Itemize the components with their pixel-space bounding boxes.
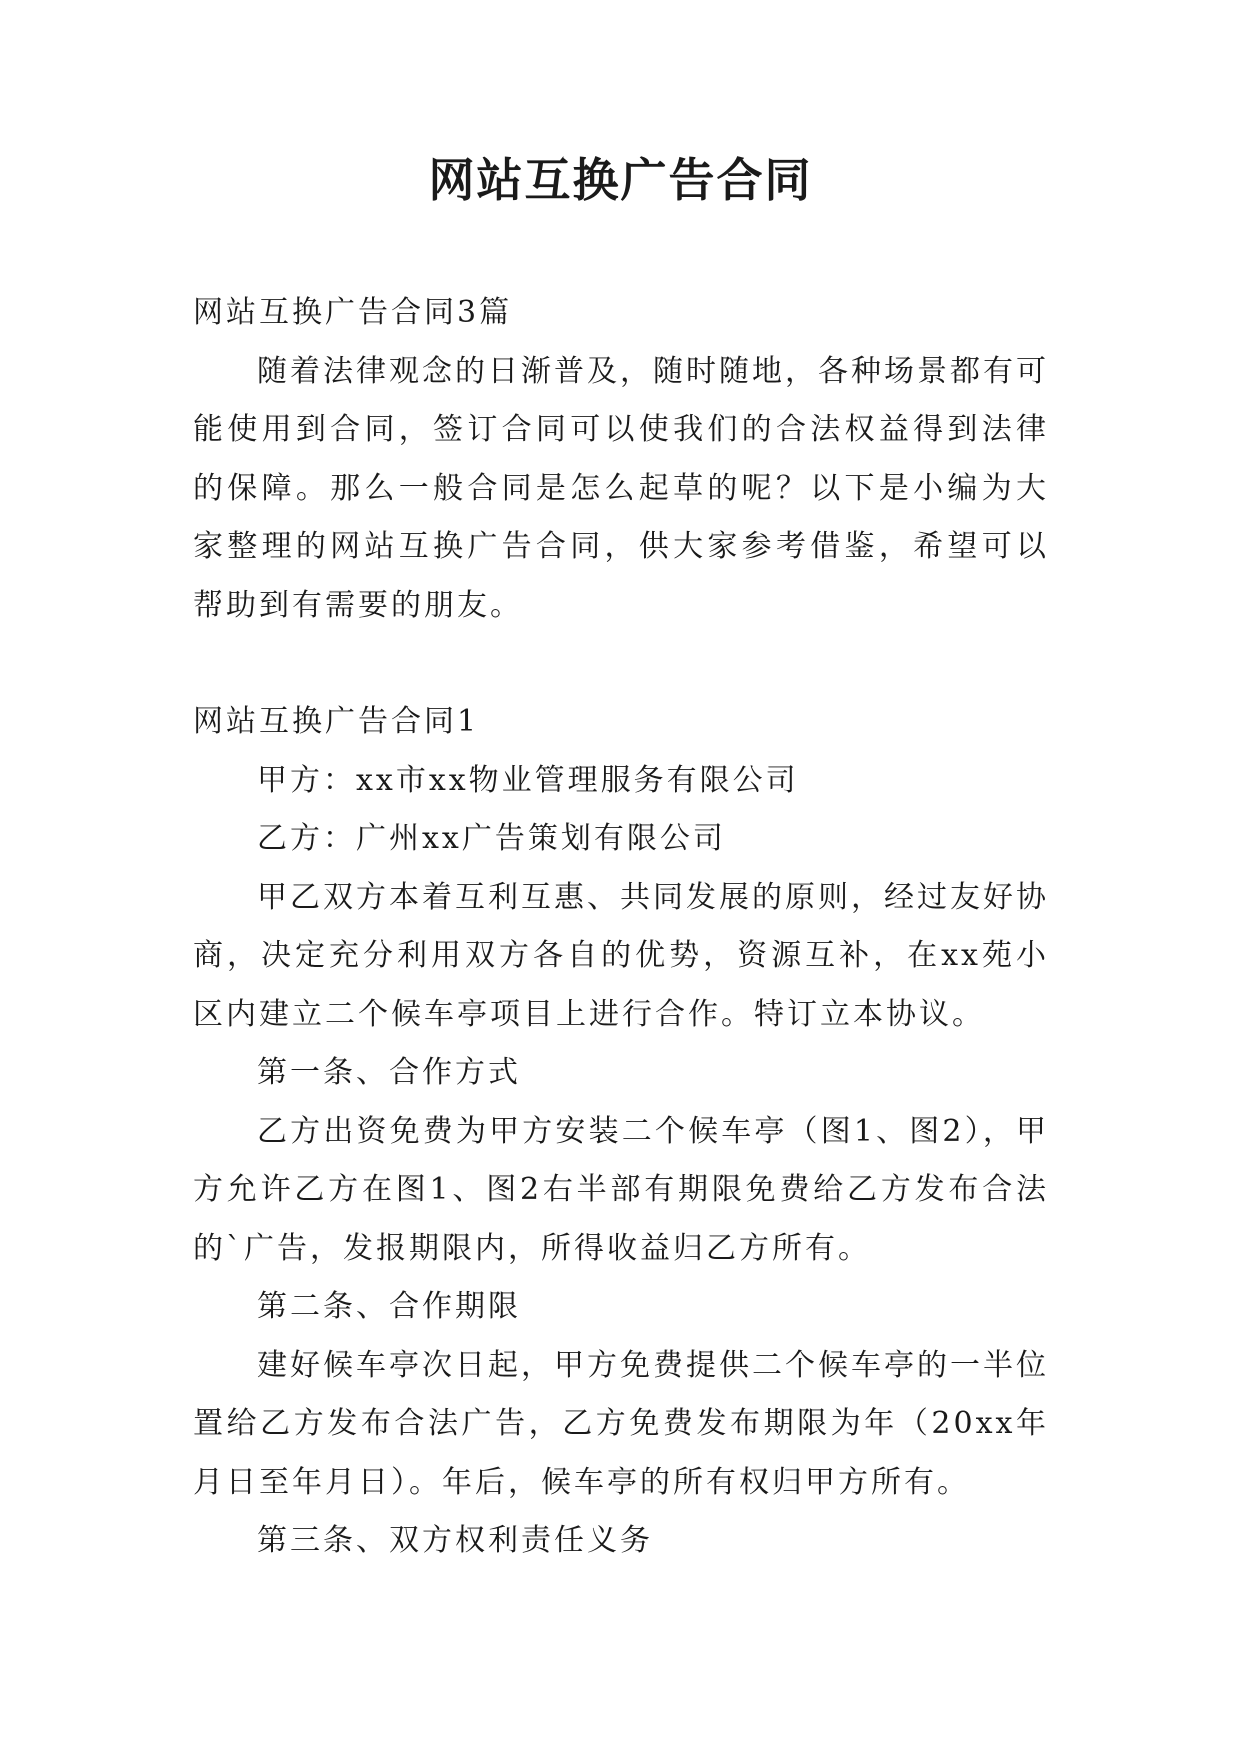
document-subtitle: 网站互换广告合同3篇: [193, 295, 513, 330]
article3-title: 第三条、双方权利责任义务: [257, 1523, 653, 1558]
intro-paragraph: 随着法律观念的日渐普及，随时随地，各种场景都有可能使用到合同，签订合同可以使我们的合法权益得到法律的保障。那么一般合同是怎么起草的呢？以下是小编为大家整理的网站互换广告合同，供大家参考借鉴，希望可以帮助到有需要的朋友。: [193, 353, 1049, 623]
party-b-line: 乙方：广州xx广告策划有限公司: [257, 821, 726, 856]
preamble-paragraph: 甲乙双方本着互利互惠、共同发展的原则，经过友好协商，决定充分利用双方各自的优势，资源互补，在xx苑小区内建立二个候车亭项目上进行合作。特订立本协议。: [193, 879, 1049, 1032]
document-body: [193, 284, 1049, 1571]
document-title: 网站互换广告合同: [428, 153, 813, 207]
article2-body: 建好候车亭次日起，甲方免费提供二个候车亭的一半位置给乙方发布合法广告，乙方免费发布期限为年（20xx年月日至年月日）。年后，候车亭的所有权归甲方所有。: [193, 1347, 1049, 1500]
section-heading: 网站互换广告合同1: [193, 704, 480, 739]
article1-body: 乙方出资免费为甲方安装二个候车亭（图1、图2），甲方允许乙方在图1、图2右半部有期限免费给乙方发布合法的`广告，发报期限内，所得收益归乙方所有。: [193, 1113, 1049, 1266]
article2-title: 第二条、合作期限: [257, 1289, 521, 1324]
article1-title: 第一条、合作方式: [257, 1055, 521, 1090]
party-a-line: 甲方：xx市xx物业管理服务有限公司: [257, 762, 799, 798]
